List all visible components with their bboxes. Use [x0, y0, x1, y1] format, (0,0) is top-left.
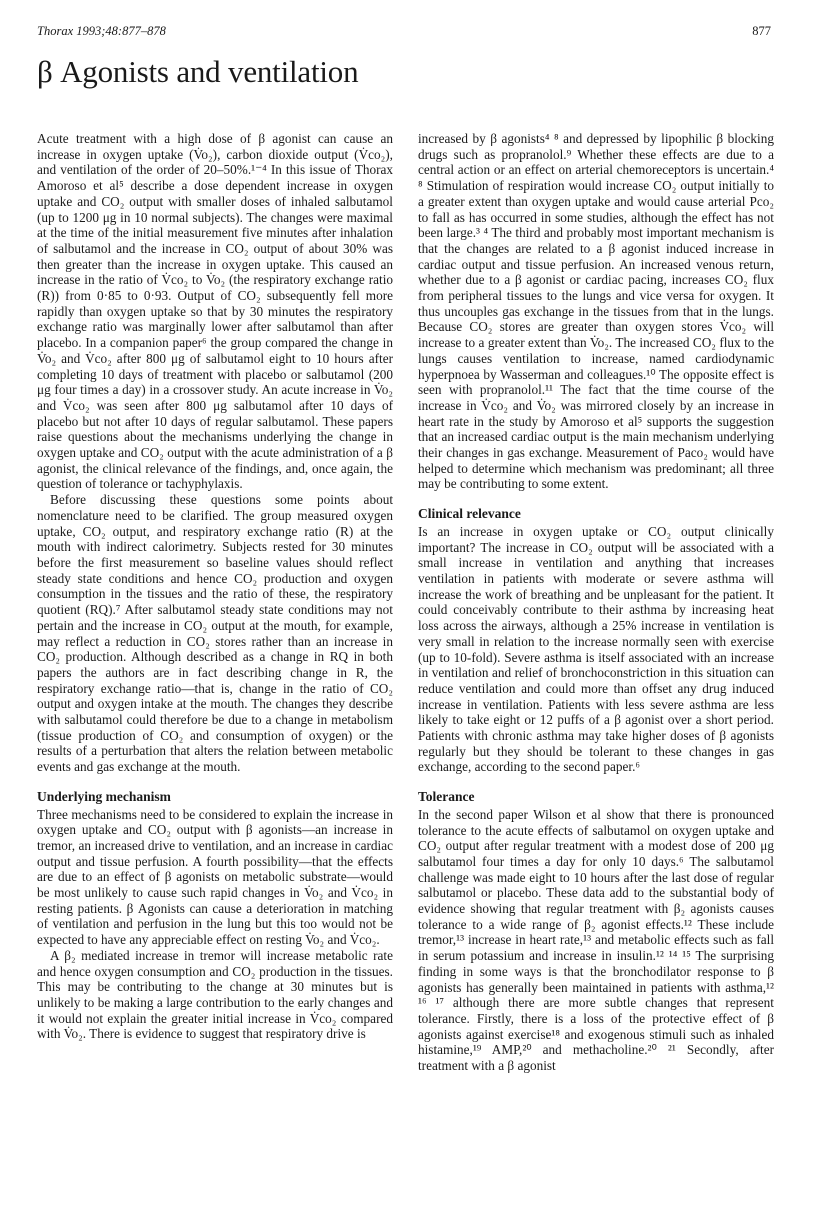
- body-paragraph: Before discussing these questions some points about nomenclature need to be clarified. The group measured oxygen uptake, CO₂ output, and respiratory exchange ratio (R) at the mouth with indirect calorimetry. Subjects rested for 30 minutes before the first measurement so baseline values should reflect steady state conditions and hence CO₂ production and oxygen consumption in the tissues and the ratio of these, the respiratory quotient (RQ).⁷ After salbutamol steady state conditions may not pertain and the increase in CO₂ output at the mouth, for example, may reflect a reduction in CO₂ stores rather than an increase in CO₂ production. Although described as a change in RQ in both papers the authors are in fact describing change in R, the respiratory exchange ratio—that is, change in the ratio of CO₂ output and oxygen intake at the mouth. The changes they describe with salbutamol could therefore be due to a change in metabolism (tissue production of CO₂ and consumption of oxygen) or the results of a perturbation that alters the relation between metabolic events and gas exchange at the mouth.: [37, 492, 393, 775]
- left-column: [37, 131, 393, 1042]
- body-paragraph: Is an increase in oxygen uptake or CO₂ output clinically important? The increase in CO₂ output will be associated with a small increase in ventilation and anything that increases ventilation in patients with moderate or severe asthma will increase the work of breathing and be unpleasant for the patient. It could conceivably contribute to their asthma by increasing heat loss across the airways, although a 25% increase in ventilation is very small in relation to the increase normally seen with exercise (up to 10-fold). Severe asthma is itself associated with an increase in ventilation and relief of bronchoconstriction in this situation can reduce ventilation and could more than offset any drug induced increase in ventilation. Patients with less severe asthma are less likely to take eight or 12 puffs of a β agonist over a short period. Patients with chronic asthma may take higher doses of β agonists regularly but they should be tolerant to these changes in gas exchange, according to the second paper.⁶: [418, 523, 774, 775]
- section-heading-underlying-mechanism: Underlying mechanism: [37, 788, 171, 804]
- article-title: β Agonists and ventilation: [37, 54, 359, 89]
- body-paragraph: Three mechanisms need to be considered to explain the increase in oxygen uptake and CO₂ output with β agonists—an increase in tremor, an increased drive to ventilation, and an increase in cardiac output and tissue perfusion. A fourth possibility—that the effects are due to an effect of β agonists on metabolic substrate—would be most unlikely to cause such rapid changes in V̇o₂ and V̇co₂ in resting patients. β Agonists can cause a deterioration in matching of ventilation and perfusion in the lung but this too would not be expected to have any appreciable effect on resting V̇o₂ and V̇co₂.: [37, 806, 393, 948]
- body-paragraph: Acute treatment with a high dose of β agonist can cause an increase in oxygen uptake (V̇o₂), carbon dioxide output (V̇co₂), and ventilation of the order of 20–50%.¹⁻⁴ In this issue of Thorax Amoroso et al⁵ describe a dose dependent increase in oxygen uptake and CO₂ output with smaller doses of inhaled salbutamol (up to 1200 μg in 10 normal subjects). The changes were maximal at the time of the initial measurement five minutes after inhalation of salbutamol and the increase in CO₂ output of about 30% was then greater than the increase in oxygen uptake. This caused an increase in the ratio of V̇co₂ to V̇o₂ (the respiratory exchange ratio (R)) from 0·85 to 0·93. Output of CO₂ subsequently fell more rapidly than oxygen uptake so that by 30 minutes the respiratory exchange ratio was marginally lower after salbutamol than after placebo. In a companion paper⁶ the group compared the change in V̇o₂ and V̇co₂ after 800 μg of salbutamol eight to 10 hours after completing 10 days of treatment with placebo or salbutamol (200 μg four times a day) in a crossover study. An acute increase in V̇o₂ and V̇co₂ was seen after 800 μg salbutamol after 10 days of placebo but not after 10 days of regular salbutamol. These papers raise questions about the mechanisms underlying the change in oxygen uptake and CO₂ output with the acute administration of a β agonist, the clinical relevance of the findings, and, once again, the question of tolerance or tachyphylaxis.: [37, 131, 393, 492]
- body-paragraph: A β₂ mediated increase in tremor will increase metabolic rate and hence oxygen consumption and CO₂ production in the tissues. This may be contributing to the change at 30 minutes but is unlikely to be making a large contribution to the early changes and it would not explain the greater initial increase in V̇co₂ compared with V̇o₂. There is evidence to suggest that respiratory drive is: [37, 947, 393, 1042]
- page-number: 877: [752, 24, 771, 38]
- body-paragraph: In the second paper Wilson et al show that there is pronounced tolerance to the acute effects of salbutamol on oxygen uptake and CO₂ output after regular treatment with a modest dose of 200 μg salbutamol four times a day for only 10 days.⁶ The salbutamol challenge was made eight to 10 hours after the last dose of regular salbutamol or placebo. These data add to the substantial body of evidence showing that regular treatment with β₂ agonists causes tolerance to a wide range of β₂ agonist effects.¹² These include tremor,¹³ increase in heart rate,¹³ and metabolic effects such as fall in serum potassium and increase in insulin.¹² ¹⁴ ¹⁵ The surprising finding in some ways is that the bronchodilator response to β agonists has generally been maintained in patients with asthma,¹² ¹⁶ ¹⁷ although there are more subtle changes that represent tolerance. Firstly, there is a loss of the protective effect of β agonists against exercise¹⁸ and exogenous stimuli such as inhaled histamine,¹⁹ AMP,²⁰ and methacholine.²⁰ ²¹ Secondly, after treatment with a β agonist: [418, 806, 774, 1074]
- section-heading-tolerance: Tolerance: [418, 789, 475, 805]
- journal-citation: Thorax 1993;48:877–878: [37, 24, 166, 38]
- right-column: [418, 131, 774, 1074]
- body-paragraph: increased by β agonists⁴ ⁸ and depressed by lipophilic β blocking drugs such as propranolol.⁹ Whether these effects are due to a central action or an effect on arterial chemoreceptors is uncertain.⁴ ⁸ Stimulation of respiration would increase CO₂ output initially to a greater extent than oxygen uptake and would cause arterial Pco₂ to fall as has occurred in some studies, although the effect has not been large.³ ⁴ The third and probably most important mechanism is that the changes are related to a β agonist induced increase in cardiac output and tissue perfusion. An increased venous return, whether due to a β agonist or cardiac pacing, increases CO₂ flux from peripheral tissues to the lungs and vice versa for oxygen. It thus uncouples gas exchange in the tissues from that in the lungs. Because CO₂ stores are greater than oxygen stores V̇co₂ will increase to a greater extent than V̇o₂. The increased CO₂ flux to the lungs causes ventilation to increase, named cardiodynamic hyperpnoea by Wasserman and colleagues.¹⁰ The opposite effect is seen with propranolol.¹¹ The fact that the time course of the increase in V̇co₂ and V̇o₂ was mirrored closely by an increase in heart rate in the study by Amoroso et al⁵ supports the suggestion that an increased cardiac output is the main mechanism underlying their changes in gas exchange. Measurement of Paco₂ would have helped to determine which mechanism was predominant; all three may be contributing to some extent.: [418, 131, 774, 492]
- section-heading-clinical-relevance: Clinical relevance: [418, 506, 521, 522]
